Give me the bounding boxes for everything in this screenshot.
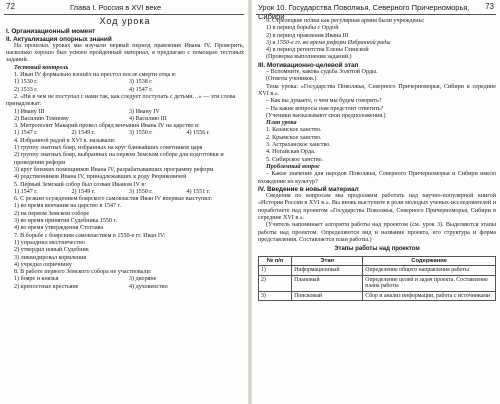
answer-option: 2) Василию Темному <box>14 115 69 122</box>
answer-option: 4) во время утверждения Стоглава <box>14 225 104 232</box>
left-page-header <box>4 2 244 15</box>
question-options <box>6 276 244 291</box>
plan-label: План урока <box>266 120 297 127</box>
answer-option: 1) Ивану III <box>14 108 45 115</box>
answer-option: 4) Василию III <box>129 115 167 122</box>
plan-item: 4. Ногайская Орда. <box>266 149 316 156</box>
right-page-number: 73 <box>485 2 494 11</box>
question-options <box>6 145 244 181</box>
answer-option: 1) группу знатных бояр, избранных на круг ближайших советников царя <box>14 145 203 152</box>
answer-option: 1) 1530 г. <box>14 79 38 86</box>
test-question: 6. С резким осуждением боярского самовластия Иван IV впервые выступил: <box>14 196 213 203</box>
table-row <box>259 275 496 291</box>
test-question: 5. Первый Земский собор был созван Иваном IV в: <box>14 181 146 188</box>
left-page <box>0 0 248 404</box>
motiv-line: (Ученики высказывают свои предположения.) <box>266 112 386 119</box>
table-cell: Информационный <box>292 266 363 276</box>
answer-option: 3) круг близких помощников Ивана IV, разрабатывавших программу реформ <box>14 166 214 173</box>
table-header-row <box>259 256 496 266</box>
test-question: 2. «Ни в чем не поступал с нами так, как следует поступать с детьми…» — эти слова принадлежат: <box>6 93 236 108</box>
question-9: 9. Стрелецкие полки как регулярная армия были учреждены: <box>266 18 425 24</box>
answer-option: 2) 1533 г. <box>14 86 38 93</box>
question-options <box>6 203 244 232</box>
table-header-cell: Этап <box>292 256 363 266</box>
table-cell: 1) <box>259 266 292 276</box>
plan-item: 1. Казанское ханство. <box>266 127 322 134</box>
plan-item: 5. Сибирское ханство. <box>266 156 324 163</box>
section-new-material: IV. Введение в новый материал <box>258 185 359 193</box>
test-question: 7. В борьбе с боярским самовластием в 1550-е гг. Иван IV: <box>14 232 166 239</box>
table-row <box>259 291 496 301</box>
answer-option: 2) крепостные крестьяне <box>14 283 79 290</box>
problem-label: Проблемный вопрос <box>266 163 320 170</box>
new-material-paragraph: Сведения по вопросам мы продолжим работать над научно-популярной книгой «История России в XVI в.». Вы вновь выступите в роли молодых ученых-исследователей и поработаете над проектом «Государства Поволжья, Северного Причерноморья, Сибири в середине XVI в.». <box>258 193 496 222</box>
q9-option: 4) в период регентства Елены Глинской <box>266 47 369 54</box>
answer-option: 2) на первом Земском соборе <box>14 210 90 217</box>
answer-option: 2) 1549 г. <box>71 130 96 137</box>
answer-option: 4) 1547 г. <box>129 86 153 93</box>
answer-option: 3) ликвидировал кормления <box>14 254 87 261</box>
table-cell: Поисковый <box>292 291 363 301</box>
table-header-cell: № п/п <box>259 256 292 266</box>
test-question: 8. В работе первого Земского собора не участвовали: <box>14 269 152 276</box>
motiv-line: (Ответы учеников.) <box>266 76 317 83</box>
answer-option: 4) родственников Ивана IV, принадлежавших к роду Рюриковичей <box>14 174 187 181</box>
answer-option: 2) 1549 г. <box>71 188 96 195</box>
project-stages-table <box>258 256 496 302</box>
answer-option: 1) 1547 г. <box>14 188 38 195</box>
table-cell: Плановый <box>292 275 363 291</box>
q9-option: 2) в период правления Ивана III <box>266 32 349 39</box>
answer-option: 4) учредил опричнину <box>14 261 72 268</box>
check-note: (Проверка выполнения заданий.) <box>266 54 352 61</box>
problem-question: – Какое значение для народов Поволжья, Северного Причерноморья и Сибири имело вхождение их культур? <box>258 171 496 185</box>
answer-option: 3) Ивану IV <box>129 108 160 115</box>
test-question: 1. Иван IV формально взошёл на престол после смерти отца в: <box>14 72 177 79</box>
plan-item: 3. Астраханское ханство. <box>266 142 331 149</box>
answer-option: 1) бояре и князья <box>14 276 59 283</box>
right-page <box>252 0 500 404</box>
motiv-line: – Как вы думаете, о чем мы будем говорить? <box>266 98 382 105</box>
question-options <box>6 79 244 94</box>
answer-option: 3) 1550 г. <box>129 130 153 137</box>
answer-option: 1) упразднил местничество <box>14 239 85 246</box>
left-header-rule <box>4 14 244 15</box>
question-options <box>6 109 244 124</box>
table-row <box>259 266 496 276</box>
answer-option: 2) утвердил новый Судебник <box>14 247 89 254</box>
question-options <box>6 130 244 137</box>
answer-option: 4) 1556 г. <box>186 130 211 137</box>
table-title: Этапы работы над проектом <box>334 246 420 253</box>
table-header-cell: Содержание <box>363 256 496 266</box>
left-page-body <box>6 18 244 291</box>
answer-option: 4) 1551 г. <box>186 188 211 195</box>
question-options <box>6 240 244 269</box>
test-question: 3. Митрополит Макарий провел обряд венчания Ивана IV на царство в: <box>14 123 200 130</box>
test-questions <box>6 72 244 291</box>
lesson-heading: Ход урока <box>99 16 151 26</box>
motiv-line: Тема урока: «Государства Поволжья, Северного Причерноморья, Сибири в середине XVI в.». <box>258 83 496 97</box>
left-page-number: 72 <box>6 2 15 11</box>
section-actualization: II. Актуализация опорных знаний <box>6 35 112 43</box>
teacher-note: (Учитель напоминает алгоритм работы над проектом (см. урок 3). Выделяются этапы работы над проектом. Определяются вид и название проекта, его структура и форма представления. Составляется план работы.) <box>258 222 496 243</box>
intro-paragraph: На прошлых уроках мы изучали первый период правления Ивана IV. Проверить, насколько хорошо был усвоен пройденный материал, я предлагаю с помощью тестовых заданий. <box>6 42 244 64</box>
right-running-head: Урок 10. Государства Поволжья, Северного Причерноморья, Сибири <box>258 3 470 21</box>
table-cell: Определение общего направления работы <box>363 266 496 276</box>
right-page-body <box>258 18 496 301</box>
q9-option: 3) в 1550-е гг. во время реформ Избранной рады <box>266 39 391 46</box>
answer-option: 3) во время принятия Судебника 1550 г. <box>14 218 117 225</box>
answer-option: 1) 1547 г. <box>14 130 38 137</box>
table-cell: 2) <box>259 275 292 291</box>
answer-option: 3) 1550 г. <box>129 188 153 195</box>
answer-option: 2) группу знатных бояр, выбранных на первом Земском соборе для подготовки и проведения реформ <box>14 152 224 166</box>
answer-option: 1) во время венчания на царство в 1547 г. <box>14 203 121 210</box>
left-running-head: Глава I. Россия в XVI веке <box>70 3 162 12</box>
question-9-options <box>258 25 496 54</box>
motiv-line: – На какие вопросы нам предстоит ответить? <box>266 105 384 112</box>
motiv-line: – Вспомните, какова судьба Золотой Орды. <box>266 69 378 76</box>
answer-option: 4) духовенство <box>129 283 168 290</box>
right-header-rule <box>256 14 496 15</box>
answer-option: 3) 1538 г. <box>129 79 153 86</box>
table-cell: Определение целей и задач проекта. Составление плана работы <box>363 275 496 291</box>
section-organizational: I. Организационный момент <box>6 28 96 36</box>
table-cell: 3) <box>259 291 292 301</box>
section-motivation: III. Мотивационно-целевой этап <box>258 61 359 69</box>
answer-option: 3) дворяне <box>129 276 157 283</box>
table-cell: Сбор и анализ информации, работа с источниками <box>363 291 496 301</box>
q9-option: 1) в период борьбы с Ордой <box>266 25 339 32</box>
test-question: 4. Избранной радой в XVI в. называли: <box>14 137 116 144</box>
plan-item: 2. Крымское ханство. <box>266 134 322 141</box>
test-label: Тестовый контроль <box>14 64 69 71</box>
